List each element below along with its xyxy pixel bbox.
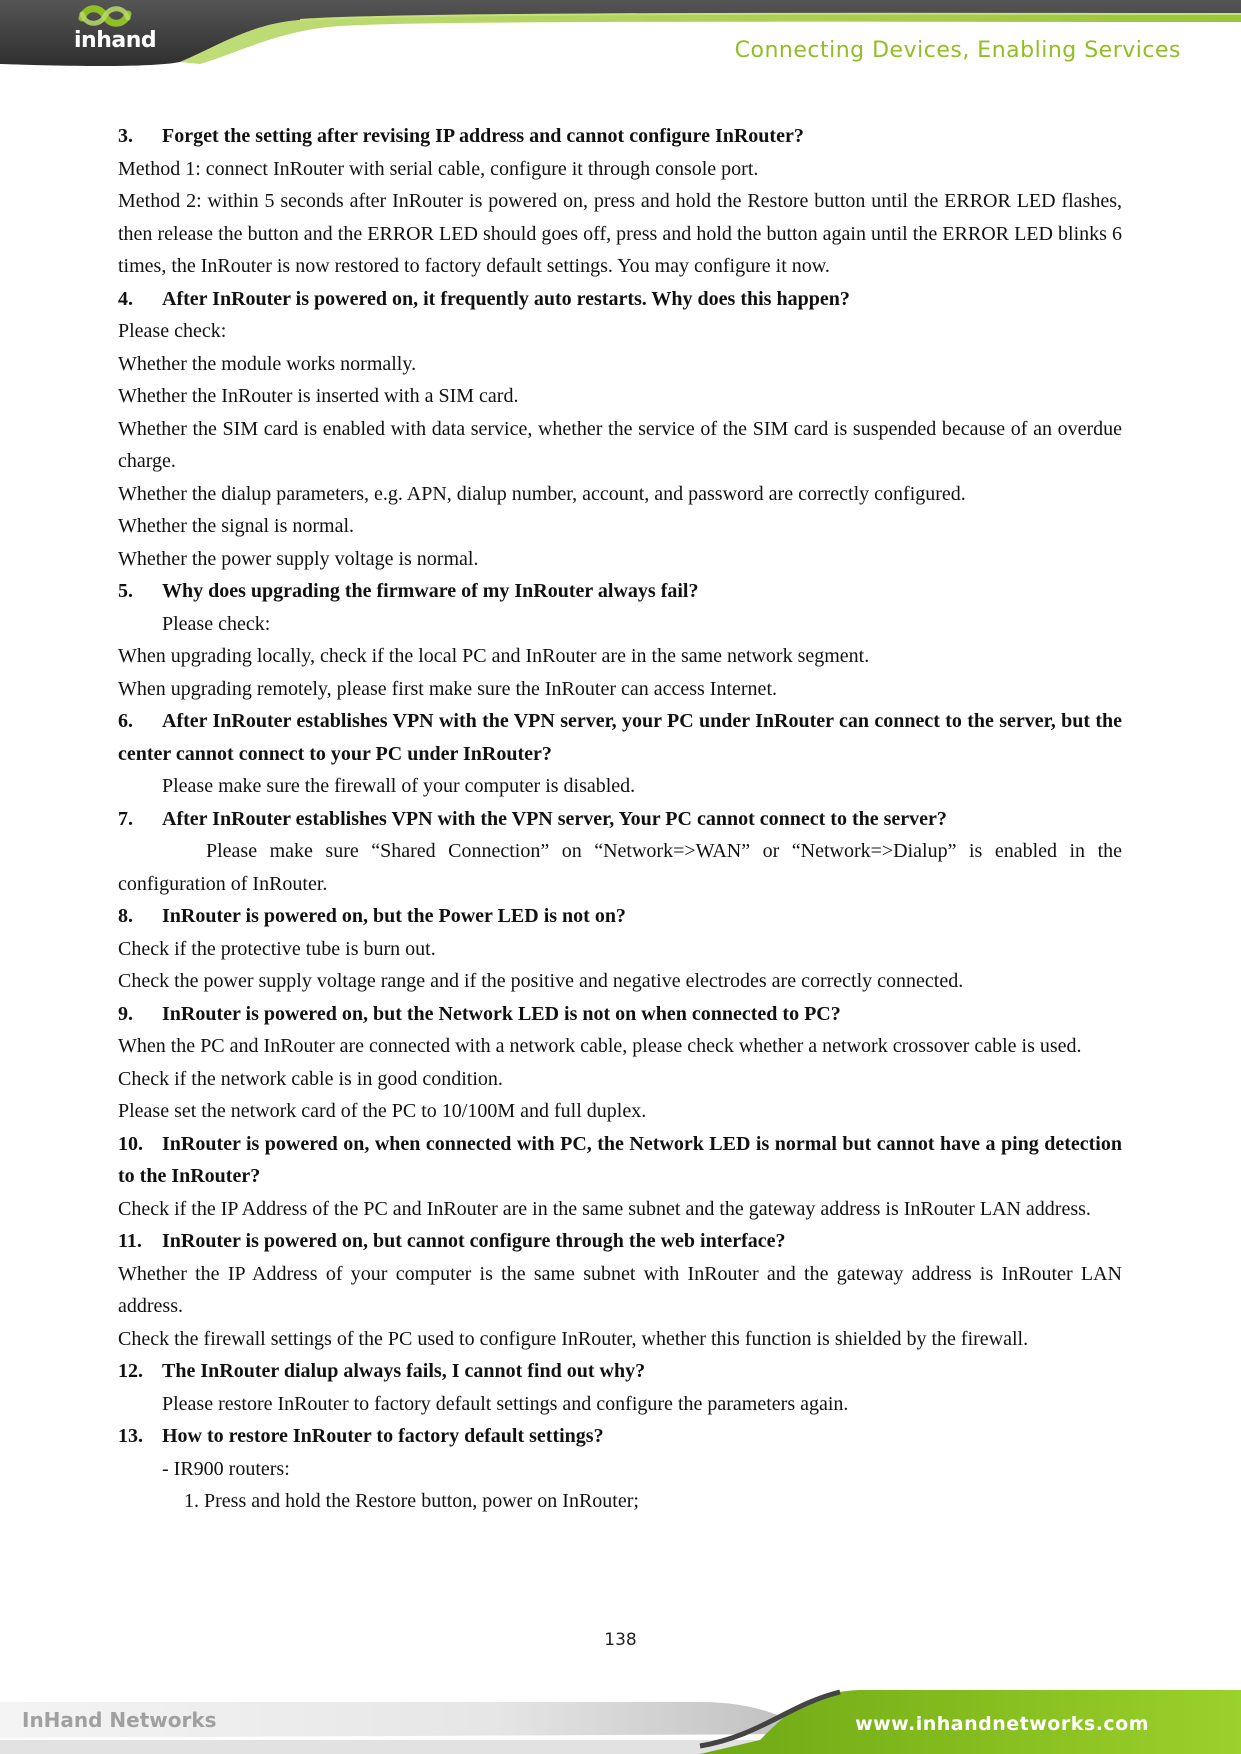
logo-text: inhand — [74, 28, 157, 53]
faq-answer-line: Please check: — [118, 320, 227, 342]
faq-answer-line: When upgrading locally, check if the local PC and InRouter are in the same network segment. — [118, 645, 870, 667]
faq-answer-line: Check if the protective tube is burn out. — [118, 937, 436, 960]
header-tagline: Connecting Devices, Enabling Services — [734, 38, 1181, 63]
faq-content — [118, 120, 1122, 1518]
faq-answer-line: Check if the IP Address of the PC and InRouter are in the same subnet and the gateway address is InRouter LAN address. — [118, 1197, 1091, 1220]
footer-company-name: InHand Networks — [22, 1708, 217, 1732]
faq-question-8: 8. InRouter is powered on, but the Power LED is not on? — [118, 905, 626, 927]
faq-answer-line: Whether the dialup parameters, e.g. APN, dialup number, account, and password are correctly configured. — [118, 482, 966, 505]
page-header — [0, 0, 1241, 110]
page-number: 138 — [604, 1630, 637, 1650]
faq-answer-line: When the PC and InRouter are connected with a network cable, please check whether a network crossover cable is used. — [118, 1035, 1082, 1057]
page-footer — [0, 1680, 1241, 1754]
faq-answer-line: Whether the power supply voltage is normal. — [118, 547, 479, 570]
faq-question-12: 12. The InRouter dialup always fails, I cannot find out why? — [118, 1360, 646, 1382]
faq-question-10: 10. InRouter is powered on, when connected with PC, the Network LED is normal but cannot have a ping detection to the InRouter? — [118, 1132, 1122, 1187]
faq-question-7: 7. After InRouter establishes VPN with the VPN server, Your PC cannot connect to the server? — [118, 807, 947, 830]
faq-answer-line: Whether the IP Address of your computer is the same subnet with InRouter and the gateway address is InRouter LAN address. — [118, 1262, 1122, 1317]
faq-question-3: 3. Forget the setting after revising IP address and cannot configure InRouter? — [118, 125, 804, 147]
faq-question-9: 9. InRouter is powered on, but the Network LED is not on when connected to PC? — [118, 1002, 841, 1025]
footer-website-link[interactable]: www.inhandnetworks.com — [855, 1713, 1149, 1735]
faq-answer-line: Method 2: within 5 seconds after InRouter is powered on, press and hold the Restore button until the ERROR LED flashes, then release the button and the ERROR LED should goes off, press and hold the button again until the ERROR LED blinks 6 times, the InRouter is now restored to factory default settings. You may configure it now. — [118, 190, 1122, 277]
faq-answer-step: 1. Press and hold the Restore button, power on InRouter; — [184, 1490, 639, 1512]
faq-answer-line: When upgrading remotely, please first make sure the InRouter can access Internet. — [118, 677, 777, 700]
faq-answer-line: Check if the network cable is in good condition. — [118, 1067, 503, 1090]
faq-question-4: 4. After InRouter is powered on, it frequently auto restarts. Why does this happen? — [118, 287, 850, 310]
faq-answer-line: Whether the InRouter is inserted with a SIM card. — [118, 385, 519, 407]
faq-question-13: 13. How to restore InRouter to factory default settings? — [118, 1425, 604, 1447]
faq-question-5: 5. Why does upgrading the firmware of my InRouter always fail? — [118, 580, 699, 602]
faq-answer-line: Check the power supply voltage range and if the positive and negative electrodes are correctly connected. — [118, 970, 964, 992]
faq-question-11: 11. InRouter is powered on, but cannot configure through the web interface? — [118, 1230, 786, 1252]
faq-answer-line: - IR900 routers: — [162, 1457, 290, 1480]
faq-answer-line: Whether the module works normally. — [118, 352, 417, 375]
faq-answer-line: Please make sure the firewall of your computer is disabled. — [162, 775, 636, 797]
faq-answer-line: Whether the SIM card is enabled with data service, whether the service of the SIM card is suspended because of an overdue charge. — [118, 417, 1122, 472]
faq-question-6: 6. After InRouter establishes VPN with the VPN server, your PC under InRouter can connect to the server, but the center cannot connect to your PC under InRouter? — [118, 710, 1122, 765]
faq-answer-line: Method 1: connect InRouter with serial cable, configure it through console port. — [118, 157, 759, 180]
faq-answer-line: Please check: — [162, 612, 271, 635]
faq-answer-line: Check the firewall settings of the PC used to configure InRouter, whether this function is shielded by the firewall. — [118, 1327, 1029, 1350]
faq-answer-line: Please restore InRouter to factory default settings and configure the parameters again. — [162, 1392, 849, 1415]
faq-answer-line: Whether the signal is normal. — [118, 515, 355, 537]
faq-answer-line: Please make sure “Shared Connection” on “Network=>WAN” or “Network=>Dialup” is enabled in the configuration of InRouter. — [118, 840, 1122, 895]
faq-answer-line: Please set the network card of the PC to 10/100M and full duplex. — [118, 1100, 647, 1122]
